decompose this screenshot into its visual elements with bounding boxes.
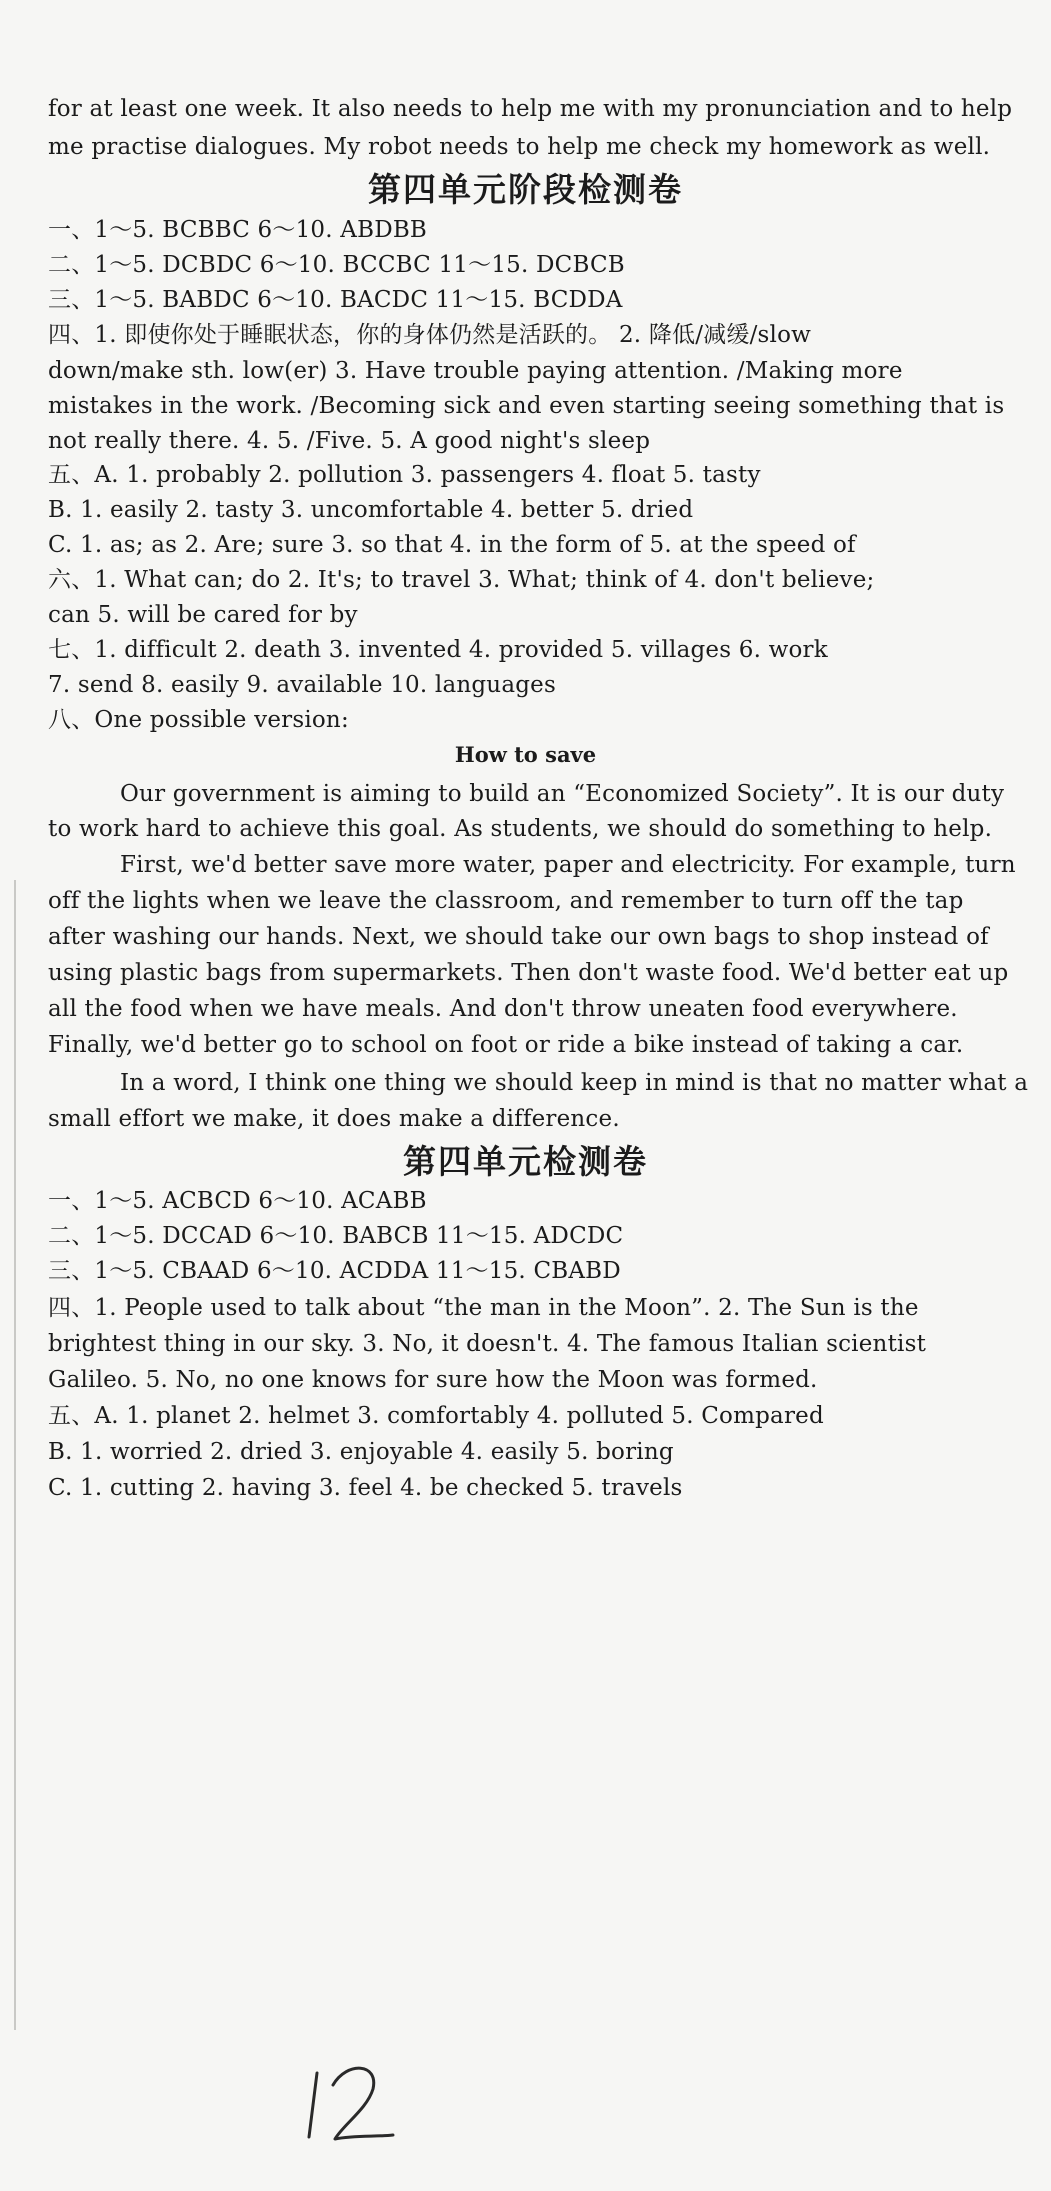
answer-line: 三、1～5. CBAAD 6～10. ACDDA 11～15. CBABD	[48, 1258, 621, 1284]
essay-line: First, we'd better save more water, paper and electricity. For example, turn	[120, 852, 1016, 878]
answer-line: 一、1～5. ACBCD 6～10. ACABB	[48, 1188, 427, 1214]
answer-line: 四、1. People used to talk about “the man in the Moon”. 2. The Sun is the	[48, 1295, 919, 1321]
answer-line: not really there. 4. 5. /Five. 5. A good night's sleep	[48, 428, 651, 454]
answer-line: 三、1～5. BABDC 6～10. BACDC 11～15. BCDDA	[48, 287, 623, 313]
essay-line: Finally, we'd better go to school on foot or ride a bike instead of taking a car.	[48, 1032, 964, 1058]
answer-line: 一、1～5. BCBBC 6～10. ABDBB	[48, 217, 428, 243]
answer-line: 六、1. What can; do 2. It's; to travel 3. What; think of 4. don't believe;	[48, 567, 875, 593]
answer-line: mistakes in the work. /Becoming sick and even starting seeing something that is	[48, 393, 1005, 419]
essay-line: using plastic bags from supermarkets. Then don't waste food. We'd better eat up	[48, 960, 1009, 986]
answer-line: 五、A. 1. probably 2. pollution 3. passengers 4. float 5. tasty	[48, 462, 761, 488]
handwritten-page-number	[295, 2055, 405, 2155]
answer-line: 七、1. difficult 2. death 3. invented 4. provided 5. villages 6. work	[48, 637, 828, 663]
answer-line: B. 1. worried 2. dried 3. enjoyable 4. easily 5. boring	[48, 1439, 674, 1465]
answer-line: 五、A. 1. planet 2. helmet 3. comfortably 4. polluted 5. Compared	[48, 1403, 824, 1429]
essay-line: to work hard to achieve this goal. As students, we should do something to help.	[48, 816, 993, 842]
answer-line: C. 1. as; as 2. Are; sure 3. so that 4. in the form of 5. at the speed of	[48, 532, 856, 558]
essay-line: off the lights when we leave the classroom, and remember to turn off the tap	[48, 888, 964, 914]
answer-line: 四、1. 即使你处于睡眠状态，你的身体仍然是活跃的。 2. 降低/减缓/slow	[48, 322, 812, 348]
answer-line: 7. send 8. easily 9. available 10. languages	[48, 672, 556, 698]
essay-line: In a word, I think one thing we should keep in mind is that no matter what a	[120, 1070, 1029, 1096]
essay-line: after washing our hands. Next, we should take our own bags to shop instead of	[48, 924, 989, 950]
answer-line: down/make sth. low(er) 3. Have trouble paying attention. /Making more	[48, 358, 903, 384]
answer-line: B. 1. easily 2. tasty 3. uncomfortable 4. better 5. dried	[48, 497, 694, 523]
intro-line-2: me practise dialogues. My robot needs to help me check my homework as well.	[48, 134, 991, 160]
answer-line: can 5. will be cared for by	[48, 602, 358, 628]
intro-line-1: for at least one week. It also needs to help me with my pronunciation and to help	[48, 96, 1013, 122]
answer-line: 二、1～5. DCCAD 6～10. BABCB 11～15. ADCDC	[48, 1223, 624, 1249]
unit-test-title: 第四单元检测卷	[403, 1142, 648, 1181]
answer-line: 八、One possible version:	[48, 707, 349, 733]
answer-line: 二、1～5. DCBDC 6～10. BCCBC 11～15. DCBCB	[48, 252, 625, 278]
page-edge-shadow	[14, 880, 16, 2030]
answer-line: C. 1. cutting 2. having 3. feel 4. be checked 5. travels	[48, 1475, 683, 1501]
answer-line: brightest thing in our sky. 3. No, it doesn't. 4. The famous Italian scientist	[48, 1331, 927, 1357]
answer-line: Galileo. 5. No, no one knows for sure how the Moon was formed.	[48, 1367, 818, 1393]
essay-line: Our government is aiming to build an “Economized Society”. It is our duty	[120, 781, 1005, 807]
essay-line: small effort we make, it does make a difference.	[48, 1106, 620, 1132]
essay-title: How to save	[454, 742, 597, 767]
stage-test-title: 第四单元阶段检测卷	[368, 170, 683, 209]
essay-line: all the food when we have meals. And don't throw uneaten food everywhere.	[48, 996, 958, 1022]
